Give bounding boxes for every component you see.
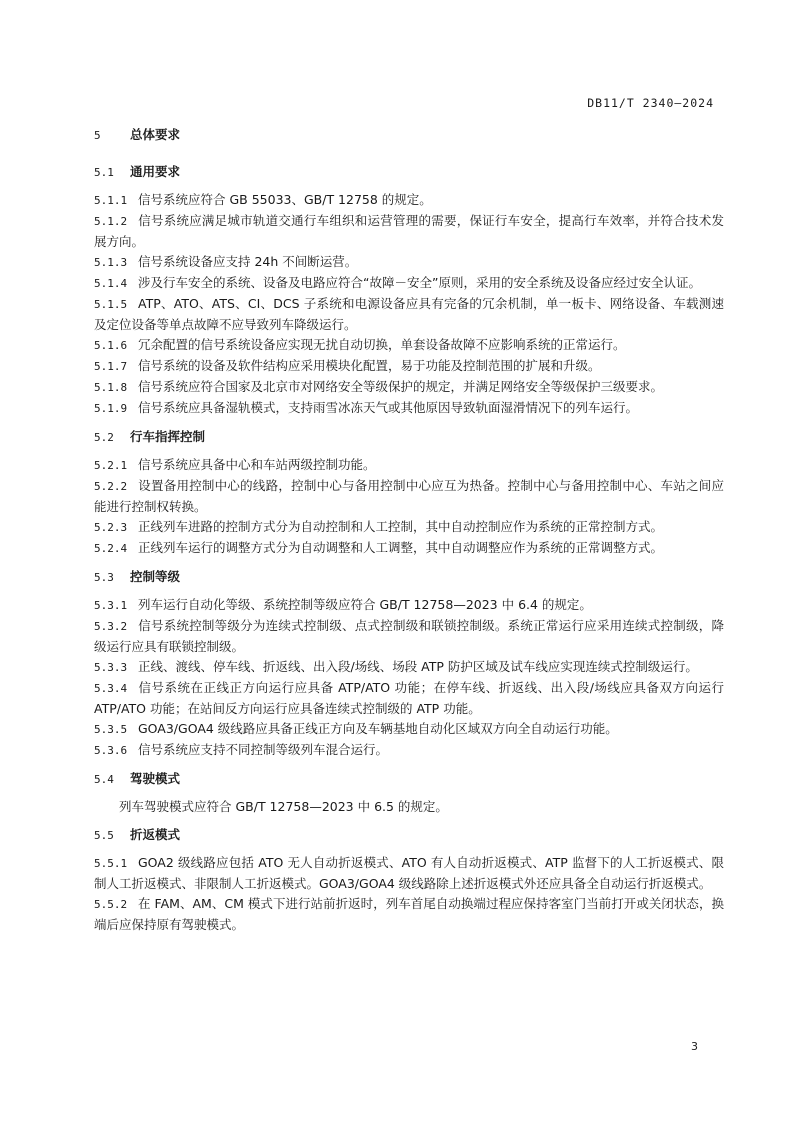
clause-item [94, 273, 724, 294]
clause-number: 5.5.1 [94, 857, 128, 870]
clause-number: 5.1.4 [94, 277, 128, 290]
clause-text: 信号系统控制等级分为连续式控制级、点式控制级和联锁控制级。系统正常运行应采用连续式控制级，降级运行应具有联锁控制级。 [94, 618, 724, 654]
clause-number: 5.3.4 [94, 682, 128, 695]
clause-text: 在 FAM、AM、CM 模式下进行站前折返时，列车首尾自动换端过程应保持客室门当前打开或关闭状态，换端后应保持原有驾驶模式。 [94, 896, 724, 932]
clause-item [94, 356, 724, 377]
clause-item [94, 190, 724, 211]
clause-number: 5.1.1 [94, 194, 128, 207]
subsection-number: 5.2 [94, 431, 114, 444]
clause-text: 信号系统应支持不同控制等级列车混合运行。 [138, 742, 389, 757]
subsection-number: 5.4 [94, 773, 114, 786]
subsection-heading-5-4 [94, 769, 724, 789]
subsection-heading-5-1 [94, 162, 724, 182]
clause-number: 5.1.2 [94, 215, 128, 228]
clause-text: 信号系统应符合国家及北京市对网络安全等级保护的规定，并满足网络安全等级保护三级要求。 [138, 379, 664, 394]
clause-text: 正线列车运行的调整方式分为自动调整和人工调整，其中自动调整应作为系统的正常调整方式。 [138, 540, 664, 555]
subsection-heading-5-5 [94, 825, 724, 845]
clause-text: 列车运行自动化等级、系统控制等级应符合 GB/T 12758—2023 中 6.4 的规定。 [138, 597, 592, 612]
clause-item [94, 211, 724, 252]
clause-item [94, 740, 724, 761]
clause-text: 正线、渡线、停车线、折返线、出入段/场线、场段 ATP 防护区域及试车线应实现连续式控制级运行。 [138, 659, 698, 674]
clause-text: 信号系统应具备湿轨模式，支持雨雪冰冻天气或其他原因导致轨面湿滑情况下的列车运行。 [138, 400, 639, 415]
clause-number: 5.1.9 [94, 402, 128, 415]
subsection-number: 5.3 [94, 571, 114, 584]
clause-item [94, 719, 724, 740]
clause-number: 5.2.4 [94, 542, 128, 555]
clause-number: 5.2.3 [94, 521, 128, 534]
clause-item [94, 678, 724, 719]
subsection-title: 折返模式 [130, 827, 181, 842]
clause-text: 信号系统应具备中心和车站两级控制功能。 [138, 457, 376, 472]
document-body [94, 124, 724, 935]
clause-number: 5.3.3 [94, 661, 128, 674]
clause-text: ATP、ATO、ATS、CI、DCS 子系统和电源设备应具有完备的冗余机制，单一板卡、网络设备、车载测速及定位设备等单点故障不应导致列车降级运行。 [94, 296, 724, 332]
clause-item [94, 455, 724, 476]
clause-number: 5.3.1 [94, 599, 128, 612]
clause-text: 信号系统应符合 GB 55033、GB/T 12758 的规定。 [138, 192, 432, 207]
clause-text: 信号系统应满足城市轨道交通行车组织和运营管理的需要，保证行车安全，提高行车效率，并符合技术发展方向。 [94, 213, 724, 249]
clause-item [94, 252, 724, 273]
clause-number: 5.3.2 [94, 620, 128, 633]
clause-item [94, 595, 724, 616]
clause-number: 5.2.2 [94, 480, 128, 493]
clause-number: 5.1.8 [94, 381, 128, 394]
subsection-title: 驾驶模式 [130, 771, 181, 786]
clause-item [94, 476, 724, 517]
subsection-number: 5.5 [94, 829, 114, 842]
clause-text: GOA3/GOA4 级线路应具备正线正方向及车辆基地自动化区域双方向全自动运行功能。 [138, 721, 618, 736]
clause-number: 5.1.3 [94, 256, 128, 269]
page-number: 3 [691, 1040, 698, 1053]
clause-number: 5.5.2 [94, 898, 128, 911]
clause-item [94, 377, 724, 398]
clause-text: 冗余配置的信号系统设备应实现无扰自动切换，单套设备故障不应影响系统的正常运行。 [138, 337, 626, 352]
clause-number: 5.1.5 [94, 298, 128, 311]
clause-list-5-3 [94, 595, 724, 761]
subsection-number: 5.1 [94, 166, 114, 179]
clause-text: 信号系统在正线正方向运行应具备 ATP/ATO 功能；在停车线、折返线、出入段/场线应具备双方向运行 ATP/ATO 功能；在站间反方向运行应具备连续式控制级的 ATP 功能。 [94, 680, 724, 716]
clause-list-5-5 [94, 853, 724, 935]
clause-text: 正线列车进路的控制方式分为自动控制和人工控制，其中自动控制应作为系统的正常控制方式。 [138, 519, 664, 534]
clause-item [94, 657, 724, 678]
subsection-heading-5-2 [94, 427, 724, 447]
clause-item [94, 398, 724, 419]
subsection-title: 行车指挥控制 [130, 429, 206, 444]
subsection-title: 控制等级 [130, 569, 181, 584]
clause-list-5-2 [94, 455, 724, 559]
clause-item [94, 853, 724, 894]
section-heading [94, 124, 724, 146]
paragraph-5-4: 列车驾驶模式应符合 GB/T 12758—2023 中 6.5 的规定。 [119, 799, 448, 814]
clause-number: 5.1.6 [94, 339, 128, 352]
clause-item [94, 894, 724, 935]
clause-text: 信号系统设备应支持 24h 不间断运营。 [138, 254, 358, 269]
clause-number: 5.3.5 [94, 723, 128, 736]
clause-number: 5.3.6 [94, 744, 128, 757]
clause-text: 设置备用控制中心的线路，控制中心与备用控制中心应互为热备。控制中心与备用控制中心、车站之间应能进行控制权转换。 [94, 478, 724, 514]
document-code: DB11/T 2340—2024 [587, 96, 714, 110]
clause-text: 信号系统的设备及软件结构应采用模块化配置，易于功能及控制范围的扩展和升级。 [138, 358, 601, 373]
clause-item [94, 294, 724, 335]
clause-item [94, 538, 724, 559]
clause-number: 5.2.1 [94, 459, 128, 472]
subsection-title: 通用要求 [130, 164, 181, 179]
clause-number: 5.1.7 [94, 360, 128, 373]
subsection-heading-5-3 [94, 567, 724, 587]
clause-item [94, 616, 724, 657]
clause-item [94, 517, 724, 538]
clause-text: 涉及行车安全的系统、设备及电路应符合“故障－安全”原则，采用的安全系统及设备应经过安全认证。 [138, 275, 701, 290]
section-number: 5 [94, 129, 101, 142]
section-title: 总体要求 [130, 127, 181, 142]
clause-text: GOA2 级线路应包括 ATO 无人自动折返模式、ATO 有人自动折返模式、ATP 监督下的人工折返模式、限制人工折返模式、非限制人工折返模式。GOA3/GOA4 级线路除上述折返模式外还应具备全自动运行折返模式。 [94, 855, 724, 891]
clause-list-5-1 [94, 190, 724, 419]
clause-item [94, 335, 724, 356]
